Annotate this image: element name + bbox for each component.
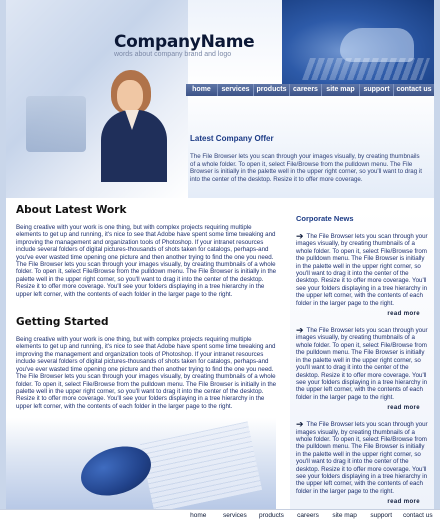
right-border (434, 0, 440, 531)
news-text: The File Browser lets you scan through your images visually, by creating thumbnails of a whole folder. To open it, select File/Browse from the pulldown menu. The File Browser is initially in the palette well in the upper right corner, so you'll want to drag it into the center of the desktop. Resize it to offer more coverage. You'll see your folders displaying in a tree hierarchy in the upper left corner, with the contents of each folder in the larger page to the right. (296, 421, 428, 495)
nav-products[interactable]: products (254, 84, 290, 96)
footer (0, 509, 440, 531)
arrow-right-icon: ➔ (296, 231, 304, 241)
nav-home[interactable]: home (186, 84, 218, 96)
bottom-photo (6, 418, 276, 510)
arrow-right-icon: ➔ (296, 325, 304, 336)
section-title: Getting Started (16, 316, 109, 329)
section-text: Being creative with your work is one thing, but with complex projects requiring multiple elements to get up and running, it's nice to see that Adobe have spent some time tweaking and improving the management and organization tools of Photoshop. If your intranet resources include several folders of digital pictures-thousands of shots taken for catalogs, perhaps-and you've ever wasted time opening one picture and then another trying to find the one you need. The File Browser lets you scan through your images visually, by creating thumbnails of a whole folder. To open it, select File/Browse from the pulldown menu. The File Browser is initially in the palette well in the upper right corner, so you'll want to drag it into the center of the desktop. Resize it to offer more coverage. You'll see your folders displaying in a tree hierarchy in the upper left corner, with the contents of each folder in the larger page to the right. (16, 224, 277, 298)
footer-link-services[interactable]: services (222, 512, 247, 519)
footer-link-home[interactable]: home (190, 512, 207, 519)
woman-image (101, 70, 169, 182)
nav-contact-us[interactable]: contact us (396, 86, 432, 93)
read-more-link[interactable]: read more (387, 405, 420, 412)
section-getting-started (16, 316, 278, 410)
company-tagline: words about company brand and logo (114, 51, 232, 58)
keyboard-image (302, 58, 430, 80)
header-photo-keyboard (282, 0, 434, 86)
footer-link-contact-us[interactable]: contact us (402, 512, 433, 519)
company-name: CompanyName (114, 32, 255, 52)
nav-careers[interactable]: careers (290, 84, 322, 96)
news-item (290, 327, 434, 411)
nav-support[interactable]: support (360, 84, 394, 96)
nav-services[interactable]: services (218, 84, 254, 96)
offer-block (190, 134, 426, 183)
footer-link-careers[interactable]: careers (297, 512, 319, 519)
news-item (290, 233, 434, 317)
nav-site-map[interactable]: site map (322, 84, 360, 96)
section-about-latest-work (16, 204, 278, 298)
sidebar-title: Corporate News (296, 214, 354, 223)
offer-title: Latest Company Offer (190, 134, 274, 143)
hand-image (340, 28, 414, 62)
header (6, 0, 434, 198)
monitor-image (26, 96, 86, 152)
footer-nav (180, 512, 436, 519)
news-text: The File Browser lets you scan through your images visually, by creating thumbnails of a whole folder. To open it, select File/Browse from the pulldown menu. The File Browser is initially in the palette well in the upper right corner, so you'll want to drag it into the center of the desktop. Resize it to offer more coverage. You'll see your folders displaying in a tree hierarchy in the upper left corner, with the contents of each folder in the larger page to the right. (296, 233, 428, 307)
main-content (16, 204, 278, 410)
section-title: About Latest Work (16, 204, 127, 216)
arrow-right-icon: ➔ (296, 419, 304, 430)
sidebar-corporate-news (290, 210, 434, 510)
top-nav (186, 84, 434, 96)
read-more-link[interactable]: read more (387, 499, 420, 506)
read-more-link[interactable]: read more (387, 311, 420, 318)
section-text: Being creative with your work is one thing, but with complex projects requiring multiple elements to get up and running, it's nice to see that Adobe have spent some time tweaking and improving the management and organization tools of Photoshop. If your intranet resources include several folders of digital pictures-thousands of shots taken for catalogs, perhaps-and you've ever wasted time opening one picture and then another trying to find the one you need. The File Browser lets you scan through your images visually, by creating thumbnails of a whole folder. To open it, select File/Browse from the pulldown menu. The File Browser is initially in the palette well in the upper right corner, so you'll want to drag it into the center of the desktop. Resize it to offer more coverage. You'll see your folders displaying in a tree hierarchy in the upper left corner, with the contents of each folder in the larger page to the right. (16, 336, 277, 410)
footer-link-support[interactable]: support (370, 512, 393, 519)
news-text: The File Browser lets you scan through your images visually, by creating thumbnails of a whole folder. To open it, select File/Browse from the pulldown menu. The File Browser is initially in the palette well in the upper right corner, so you'll want to drag it into the center of the desktop. Resize it to offer more coverage. You'll see your folders displaying in a tree hierarchy in the upper left corner, with the contents of each folder in the larger page to the right. (296, 327, 428, 401)
footer-link-products[interactable]: products (258, 512, 284, 519)
document-image (140, 421, 262, 510)
logo[interactable] (114, 32, 254, 58)
news-item (290, 421, 434, 505)
offer-text: The File Browser lets you scan through your images visually, by creating thumbnails of a whole folder. To open it, select File/Browse from the pulldown menu. The File Browser is initially in the palette well in the upper right corner, so you'll want to drag it into the center of the desktop. Resize it to offer more coverage. (190, 153, 422, 183)
footer-link-site-map[interactable]: site map (332, 512, 357, 519)
